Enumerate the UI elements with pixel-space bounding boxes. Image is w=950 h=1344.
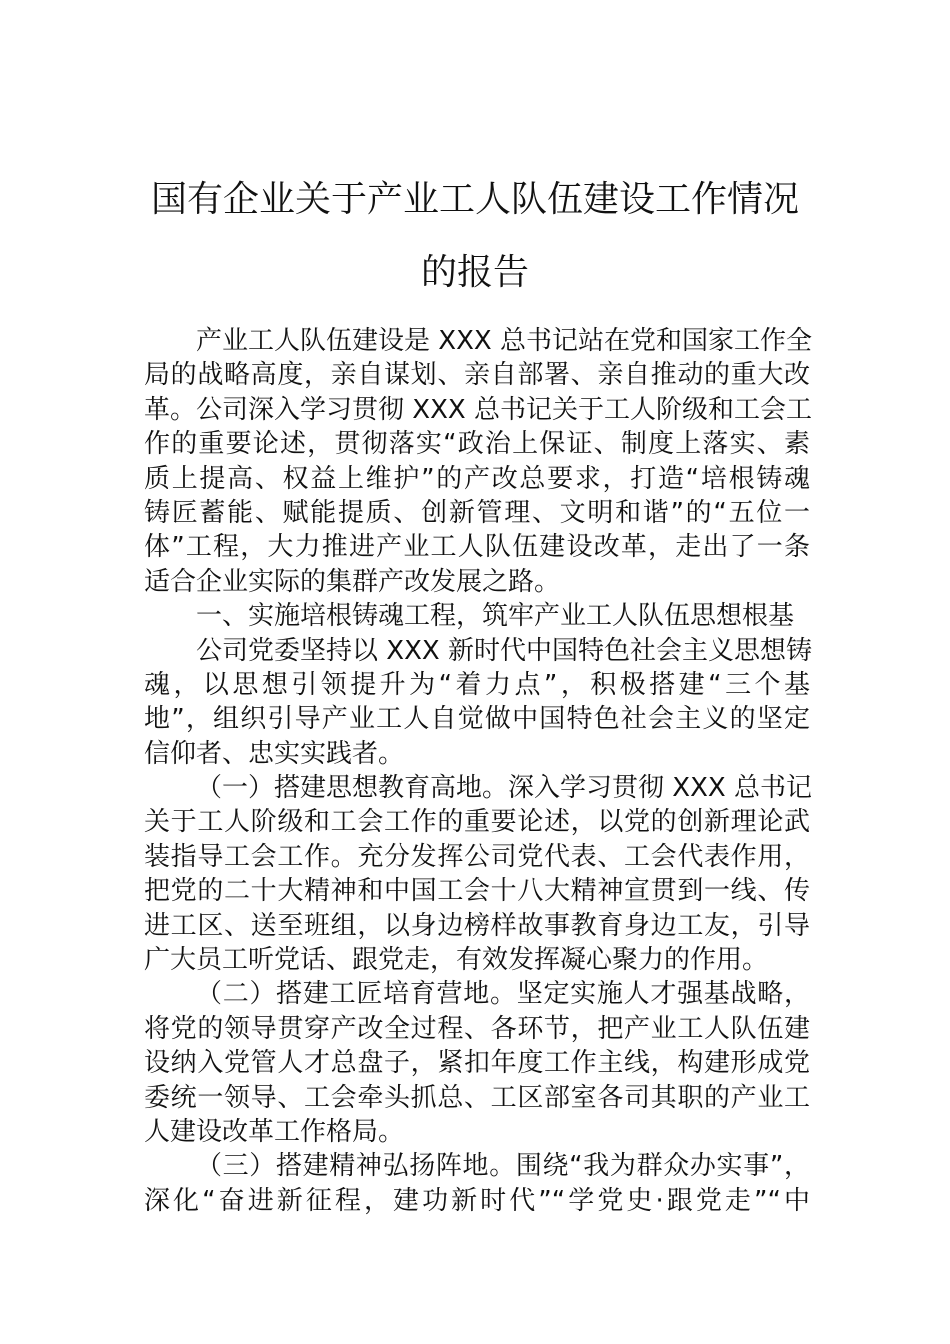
paragraph-line: 产业工人队伍建设是 XXX 总书记站在党和国家工作全 xyxy=(196,326,812,356)
paragraph-line: 广大员工听党话、跟党走，有效发挥凝心聚力的作用。 xyxy=(144,945,769,976)
section-heading: 一、实施培根铸魂工程，筑牢产业工人队伍思想根基 xyxy=(196,601,795,632)
paragraph-line: 委统一领导、工会牵头抓总、工区部室各司其职的产业工 xyxy=(144,1082,810,1113)
paragraph-line: 信仰者、忠实实践者。 xyxy=(144,738,405,769)
paragraph-line: 把党的二十大精神和中国工会十八大精神宣贯到一线、传 xyxy=(144,876,810,907)
paragraph-line: 革。公司深入学习贯彻 XXX 总书记关于工人阶级和工会工 xyxy=(144,394,812,425)
paragraph-line: 局的战略高度，亲自谋划、亲自部署、亲自推动的重大改 xyxy=(144,360,810,391)
paragraph-line: 进工区、送至班组，以身边榜样故事教育身边工友，引导 xyxy=(144,910,810,941)
paragraph-line: 设纳入党管人才总盘子，紧扣年度工作主线，构建形成党 xyxy=(144,1048,810,1079)
paragraph-line: 铸匠蓄能、赋能提质、创新管理、文明和谐”的“五位一 xyxy=(144,497,810,528)
paragraph-line: （二）搭建工匠培育营地。坚定实施人才强基战略， xyxy=(196,979,810,1010)
paragraph-line: 关于工人阶级和工会工作的重要论述，以党的创新理论武 xyxy=(144,807,810,838)
paragraph-line: 公司党委坚持以 XXX 新时代中国特色社会主义思想铸 xyxy=(196,635,812,666)
paragraph-line: 质上提高、权益上维护”的产改总要求，打造“培根铸魂 xyxy=(144,463,810,494)
title-line-2: 的报告 xyxy=(420,252,529,293)
document-body xyxy=(144,324,810,1218)
document-title xyxy=(145,163,805,309)
paragraph-line: 作的重要论述，贯彻落实“政治上保证、制度上落实、素 xyxy=(144,429,810,460)
paragraph-line: （三）搭建精神弘扬阵地。围绕“我为群众办实事”， xyxy=(196,1151,810,1182)
paragraph-line: 装指导工会工作。充分发挥公司党代表、工会代表作用， xyxy=(144,841,810,872)
paragraph-line: 体”工程，大力推进产业工人队伍建设改革，走出了一条 xyxy=(144,532,810,563)
title-line-1: 国有企业关于产业工人队伍建设工作情况 xyxy=(150,179,799,220)
paragraph-line: 将党的领导贯穿产改全过程、各环节，把产业工人队伍建 xyxy=(144,1013,810,1044)
paragraph-line: 魂，以思想引领提升为“着力点”，积极搭建“三个基 xyxy=(144,669,810,700)
paragraph-line: 人建设改革工作格局。 xyxy=(144,1116,405,1147)
paragraph-line: 深化“奋进新征程，建功新时代”“学党史·跟党走”“中 xyxy=(144,1185,810,1216)
paragraph-line: 地”，组织引导产业工人自觉做中国特色社会主义的坚定 xyxy=(144,704,810,735)
paragraph-line: 适合企业实际的集群产改发展之路。 xyxy=(144,566,561,597)
paragraph-line: （一）搭建思想教育高地。深入学习贯彻 XXX 总书记 xyxy=(196,773,812,804)
